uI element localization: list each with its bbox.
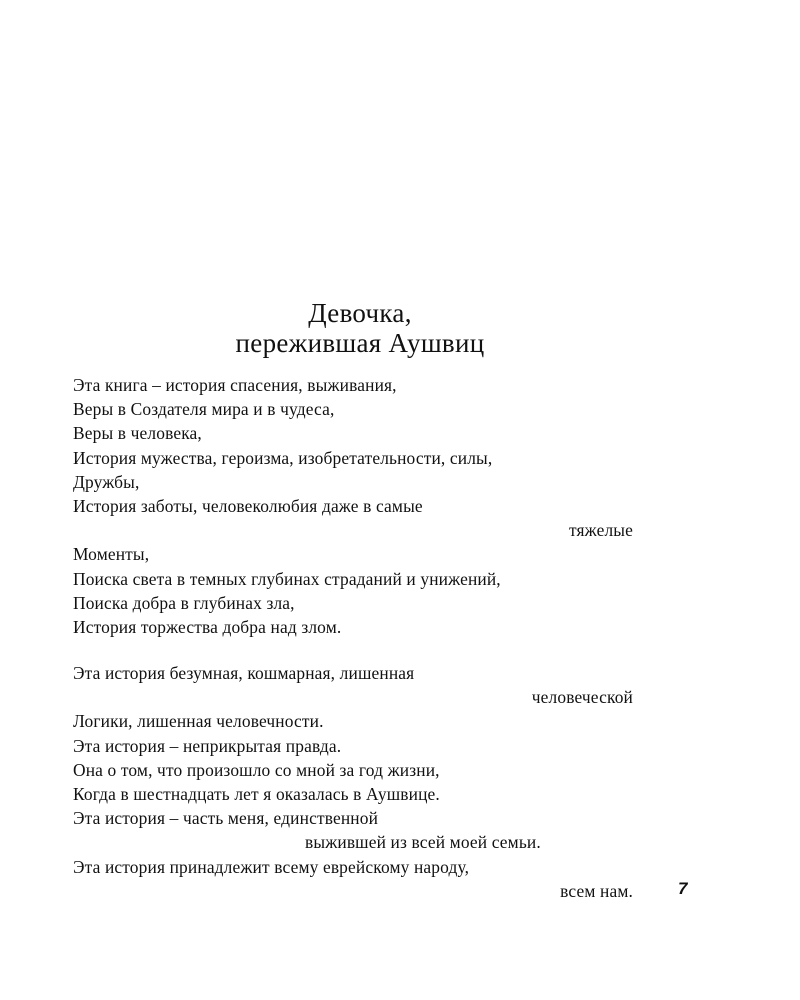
poem-line: Эта история безумная, кошмарная, лишенная	[73, 663, 415, 684]
title-line-2: пережившая Аушвиц	[235, 328, 485, 358]
poem-line: Веры в человека,	[73, 423, 202, 444]
stanza-1	[73, 373, 633, 639]
poem-line: Поиска света в темных глубинах страданий и унижений,	[73, 568, 501, 589]
poem-line-continuation: выжившей из всей моей семьи.	[305, 832, 541, 853]
poem-line-continuation: тяжелые	[568, 520, 633, 541]
poem-line: Веры в Создателя мира и в чудеса,	[73, 399, 335, 420]
poem	[73, 373, 633, 903]
poem-line: Дружбы,	[73, 471, 140, 492]
poem-line: Когда в шестнадцать лет я оказалась в Аушвице.	[73, 784, 440, 804]
title-line-1: Девочка,	[308, 298, 412, 328]
page-number: 7	[678, 879, 688, 898]
poem-line: Поиска добра в глубинах зла,	[73, 592, 295, 613]
poem-line: Эта история – часть меня, единственной	[73, 808, 379, 829]
poem-line: Эта история принадлежит всему еврейскому народу,	[73, 856, 470, 877]
stanza-gap	[73, 639, 633, 661]
poem-line-continuation: человеческой	[531, 687, 633, 708]
poem-line: Она о том, что произошло со мной за год жизни,	[73, 759, 440, 780]
poem-line: Моменты,	[73, 544, 150, 565]
poem-line: История мужества, героизма, изобретательности, силы,	[73, 447, 493, 468]
poem-line: Эта история – неприкрытая правда.	[73, 735, 342, 756]
poem-line: Логики, лишенная человечности.	[73, 711, 324, 732]
poem-line: История торжества добра над злом.	[73, 616, 342, 637]
stanza-2	[73, 661, 633, 903]
poem-line: История заботы, человеколюбия даже в самые	[73, 495, 423, 516]
poem-line: Эта книга – история спасения, выживания,	[73, 375, 397, 395]
poem-line-continuation: всем нам.	[560, 880, 633, 901]
